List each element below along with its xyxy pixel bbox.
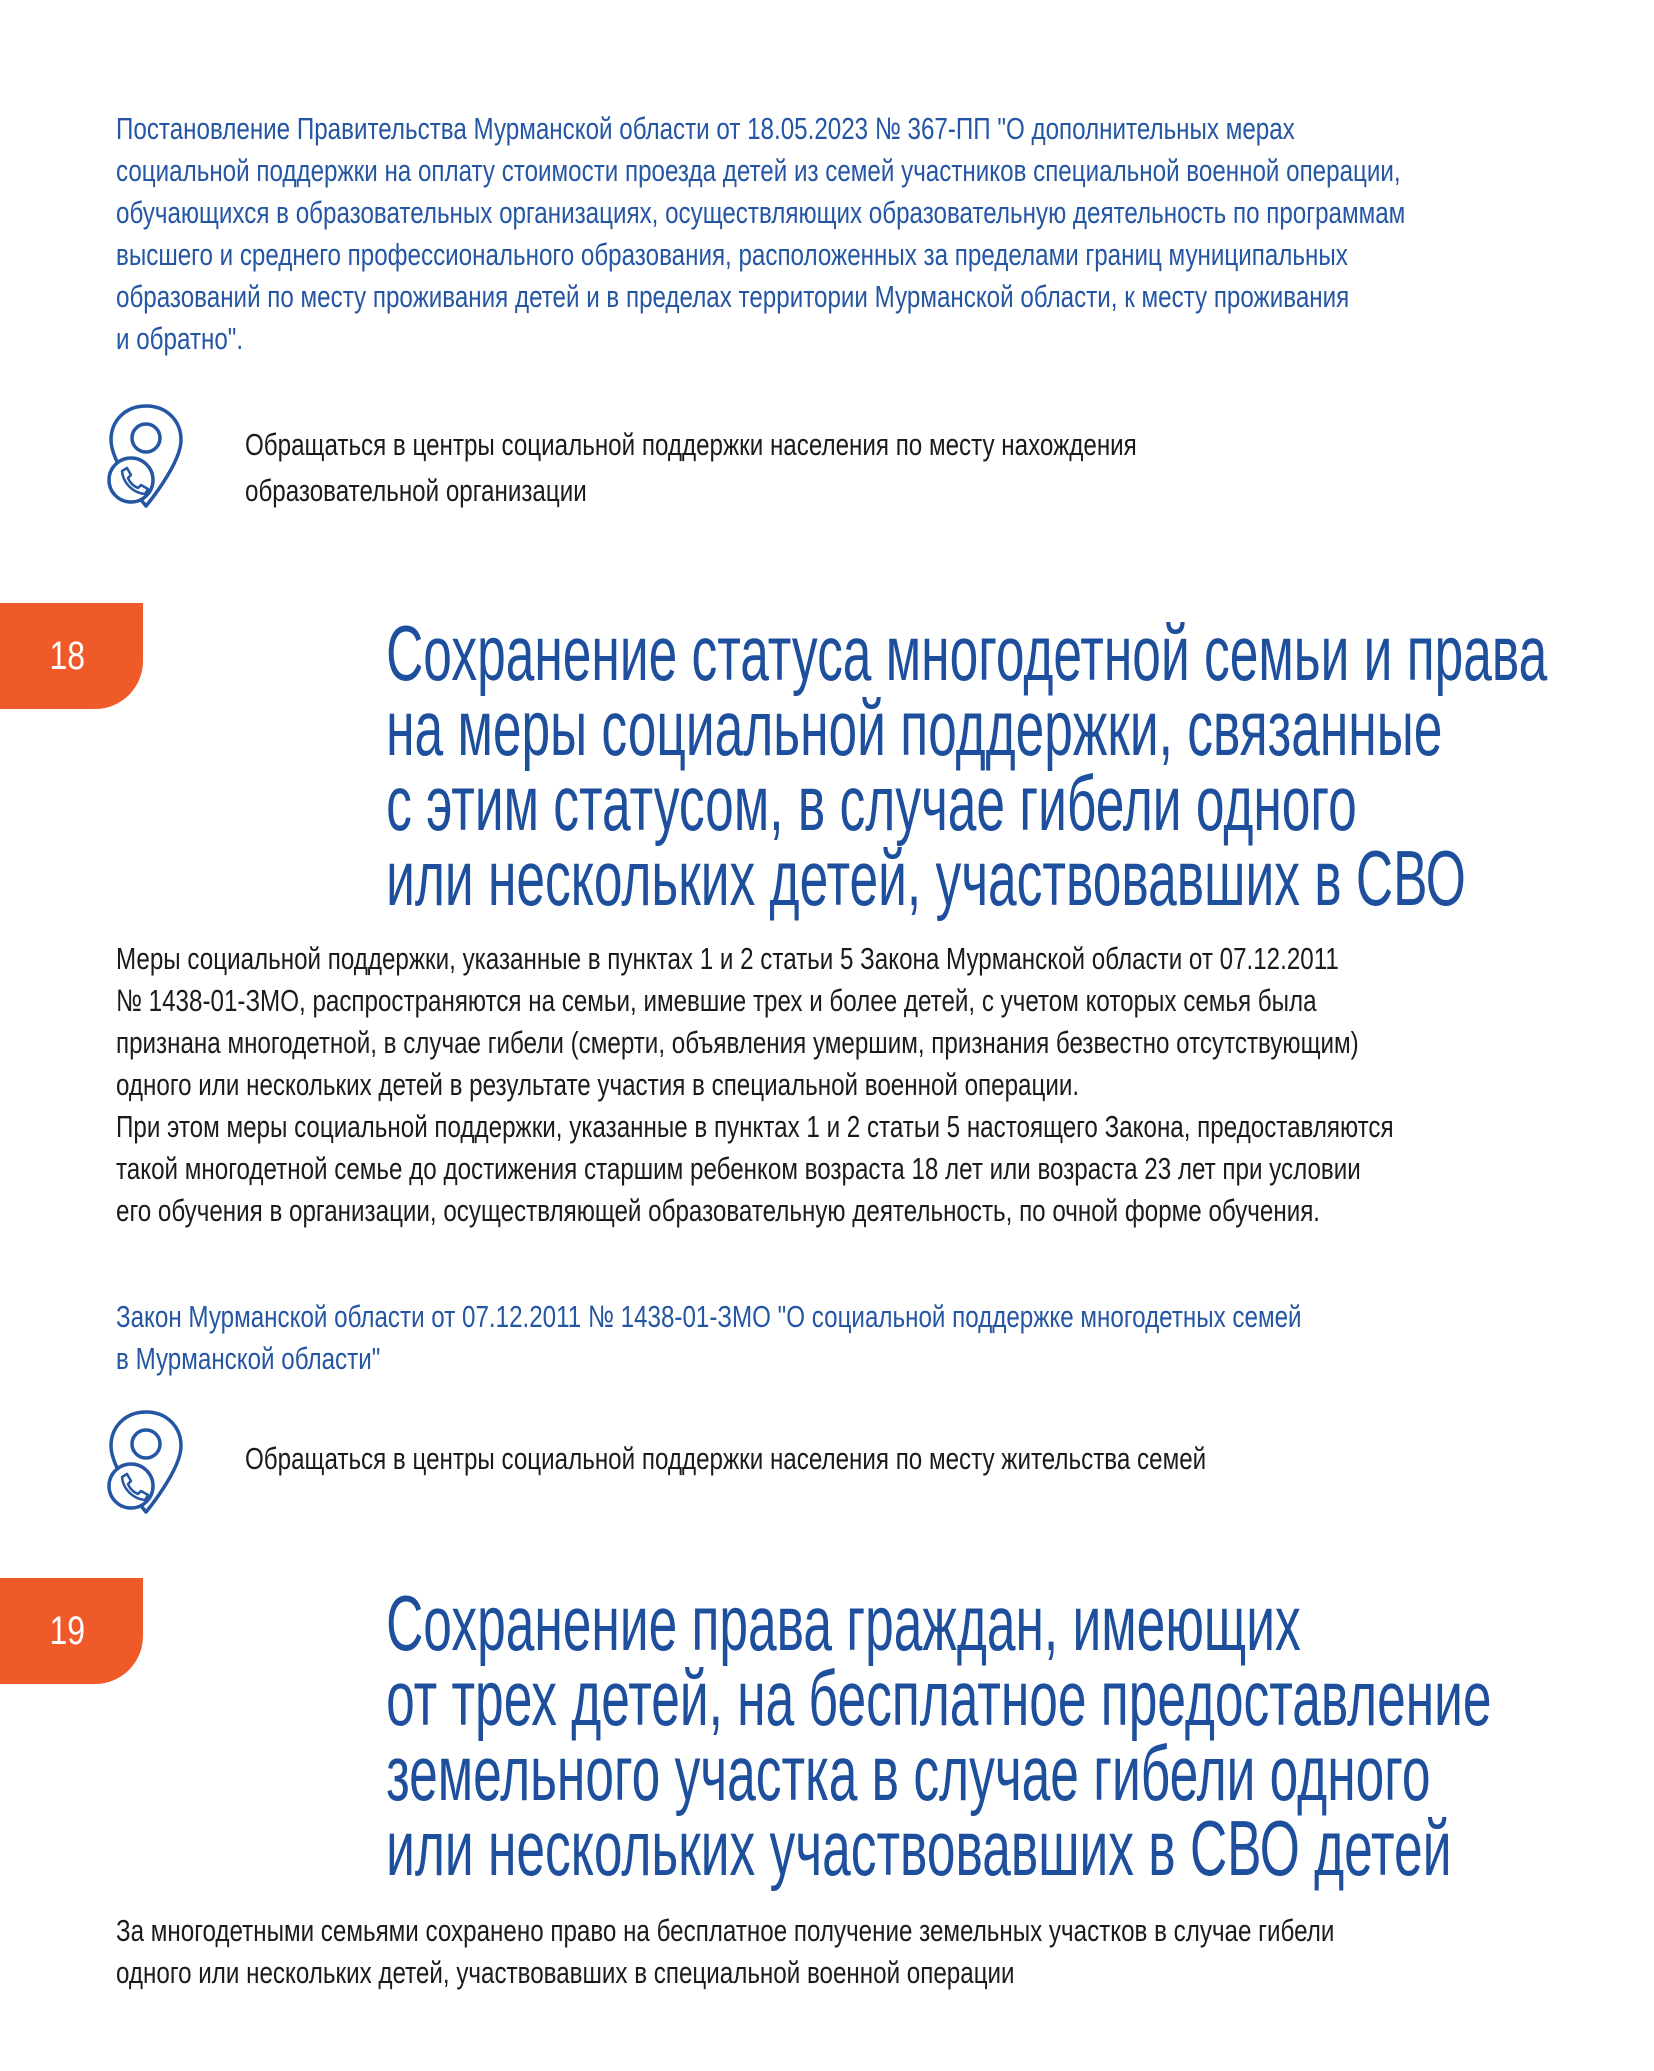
title-line: на меры социальной поддержки, связанные xyxy=(386,684,1443,772)
contact-line: Обращаться в центры социальной поддержки населения по месту нахождения xyxy=(245,427,1137,462)
body-line: его обучения в организации, осуществляющей образовательную деятельность, по очной форме обучения. xyxy=(116,1193,1321,1228)
title-line: Сохранение статуса многодетной семьи и права xyxy=(386,609,1548,697)
location-phone-icon xyxy=(105,402,187,514)
contact-text xyxy=(245,1436,1206,1482)
location-phone-icon xyxy=(105,1408,187,1520)
body-line: такой многодетной семье до достижения старшим ребенком возраста 18 лет или возраста 23 лет при условии xyxy=(116,1151,1361,1186)
section-title xyxy=(160,1579,1492,1892)
body-line: одного или нескольких детей, участвовавших в специальной военной операции xyxy=(116,1955,1015,1990)
body-line: За многодетными семьями сохранено право на бесплатное получение земельных участков в случае гибели xyxy=(116,1913,1335,1948)
law-line: Закон Мурманской области от 07.12.2011 № 1438-01-ЗМО "О социальной поддержке многодетных семей xyxy=(116,1299,1302,1334)
contact-line: Обращаться в центры социальной поддержки населения по месту жительства семей xyxy=(245,1441,1207,1476)
title-line: или нескольких участвовавших в СВО детей xyxy=(386,1804,1452,1892)
title-line: земельного участка в случае гибели одного xyxy=(386,1729,1431,1817)
contact-line: образовательной организации xyxy=(245,473,587,508)
law-line: в Мурманской области" xyxy=(116,1341,381,1376)
title-line: Сохранение права граждан, имеющих xyxy=(386,1579,1301,1667)
title-line: с этим статусом, в случае гибели одного xyxy=(386,759,1357,847)
body-line: одного или нескольких детей в результате участия в специальной военной операции. xyxy=(116,1067,1080,1102)
section-title xyxy=(160,609,1548,922)
law-line: высшего и среднего профессионального образования, расположенных за пределами границ муниципальных xyxy=(116,237,1348,272)
law-line: обучающихся в образовательных организациях, осуществляющих образовательную деятельность по программам xyxy=(116,195,1406,230)
section-body xyxy=(116,1910,1334,1994)
body-line: При этом меры социальной поддержки, указанные в пунктах 1 и 2 статьи 5 настоящего Закона, предоставляются xyxy=(116,1109,1394,1144)
law-reference-367pp xyxy=(116,108,1405,360)
section-body xyxy=(116,938,1394,1232)
body-line: признана многодетной, в случае гибели (смерти, объявления умершим, признания безвестно отсутствующим) xyxy=(116,1025,1359,1060)
law-line: социальной поддержки на оплату стоимости проезда детей из семей участников специальной военной операции, xyxy=(116,153,1401,188)
contact-text xyxy=(245,422,1137,514)
law-reference-1438 xyxy=(116,1296,1302,1380)
title-line: или нескольких детей, участвовавших в СВО xyxy=(386,834,1466,922)
section-number-badge: 18 xyxy=(0,603,143,709)
law-line: образований по месту проживания детей и в пределах территории Мурманской области, к месту проживания xyxy=(116,279,1350,314)
law-line: Постановление Правительства Мурманской области от 18.05.2023 № 367-ПП "О дополнительных мерах xyxy=(116,111,1295,146)
title-line: от трех детей, на бесплатное предоставление xyxy=(386,1654,1492,1742)
section-number-badge: 19 xyxy=(0,1578,143,1684)
body-line: № 1438-01-ЗМО, распространяются на семьи, имевшие трех и более детей, с учетом которых семья была xyxy=(116,983,1317,1018)
body-line: Меры социальной поддержки, указанные в пунктах 1 и 2 статьи 5 Закона Мурманской области от 07.12.2011 xyxy=(116,941,1339,976)
law-line: и обратно". xyxy=(116,321,244,356)
